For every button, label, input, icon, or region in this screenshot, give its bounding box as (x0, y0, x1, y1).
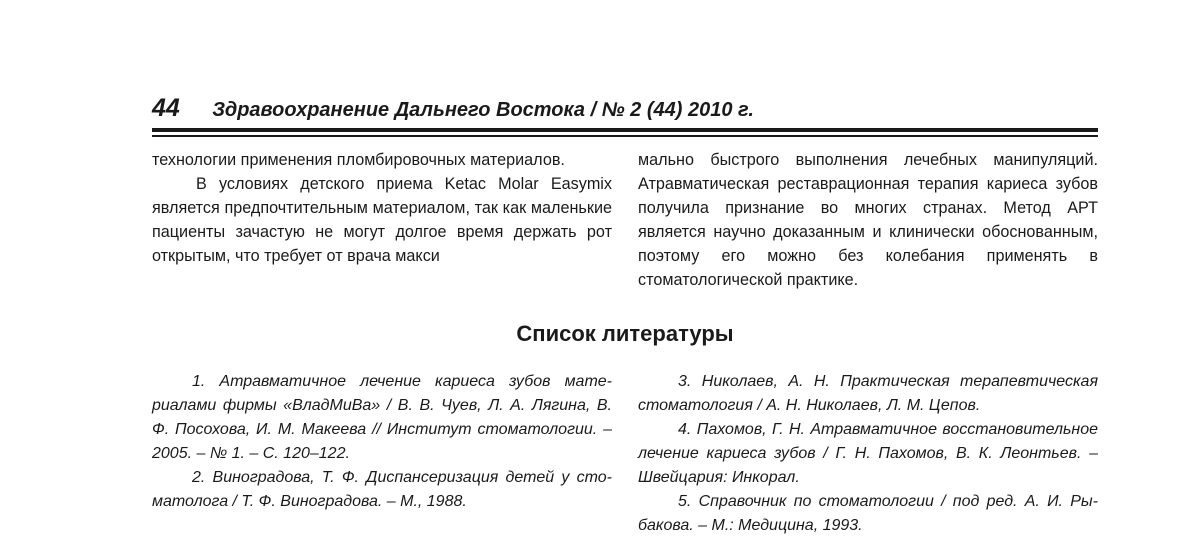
body-paragraph: мально быстрого выполнения лечебных манипуляций. Атравматическая реставрационная терапия кариеса зубов получила признание во многих странах. Метод АРТ является научно доказанным и клинически обоснованным, поэтому его можно без колебания применять в стоматологической практике. (638, 151, 1098, 289)
body-column-left (152, 148, 612, 268)
header-rule-thin (152, 135, 1098, 137)
body-paragraph: технологии применения пломбировочных материалов. (152, 151, 565, 169)
journal-title: Здравоохранение Дальнего Востока / № 2 (44) 2010 г. (212, 99, 754, 121)
page-number: 44 (152, 94, 180, 122)
references-column-right (638, 370, 1098, 538)
journal-page (152, 0, 1098, 555)
running-header (152, 94, 1098, 124)
body-column-right (638, 148, 1098, 292)
reference-item: 5. Справочник по стоматологии / под ред. А. И. Рыбакова. – М.: Медицина, 1993. (638, 493, 1098, 534)
references-heading: Список литературы (516, 321, 734, 346)
reference-item: 3. Николаев, А. Н. Практическая терапевтическая стоматология / А. Н. Николаев, Л. М. Цепов. (638, 373, 1098, 414)
reference-item: 4. Пахомов, Г. Н. Атравматичное восстановительное лечение кариеса зубов / Г. Н. Пахомов, В. К. Леонтьев. – Швейцария: Инкорал. (638, 421, 1098, 486)
reference-item: 2. Виноградова, Т. Ф. Диспансеризация детей у стоматолога / Т. Ф. Виноградова. – М., 1988. (152, 469, 612, 510)
reference-item: 1. Атравматичное лечение кариеса зубов материалами фирмы «ВладМиВа» / В. В. Чуев, Л. А. Лягина, В. Ф. Посохова, И. М. Макеева // Институт стоматологии. – 2005. – № 1. – С. 120–122. (152, 373, 612, 462)
references-column-left (152, 370, 612, 514)
body-paragraph: В условиях детского приема Ketac Molar Easymix является предпочтительным материалом, так как маленькие пациенты зачастую не могут долгое время держать рот открытым, что требует от врача макси (152, 175, 612, 265)
header-rule-thick (152, 128, 1098, 132)
